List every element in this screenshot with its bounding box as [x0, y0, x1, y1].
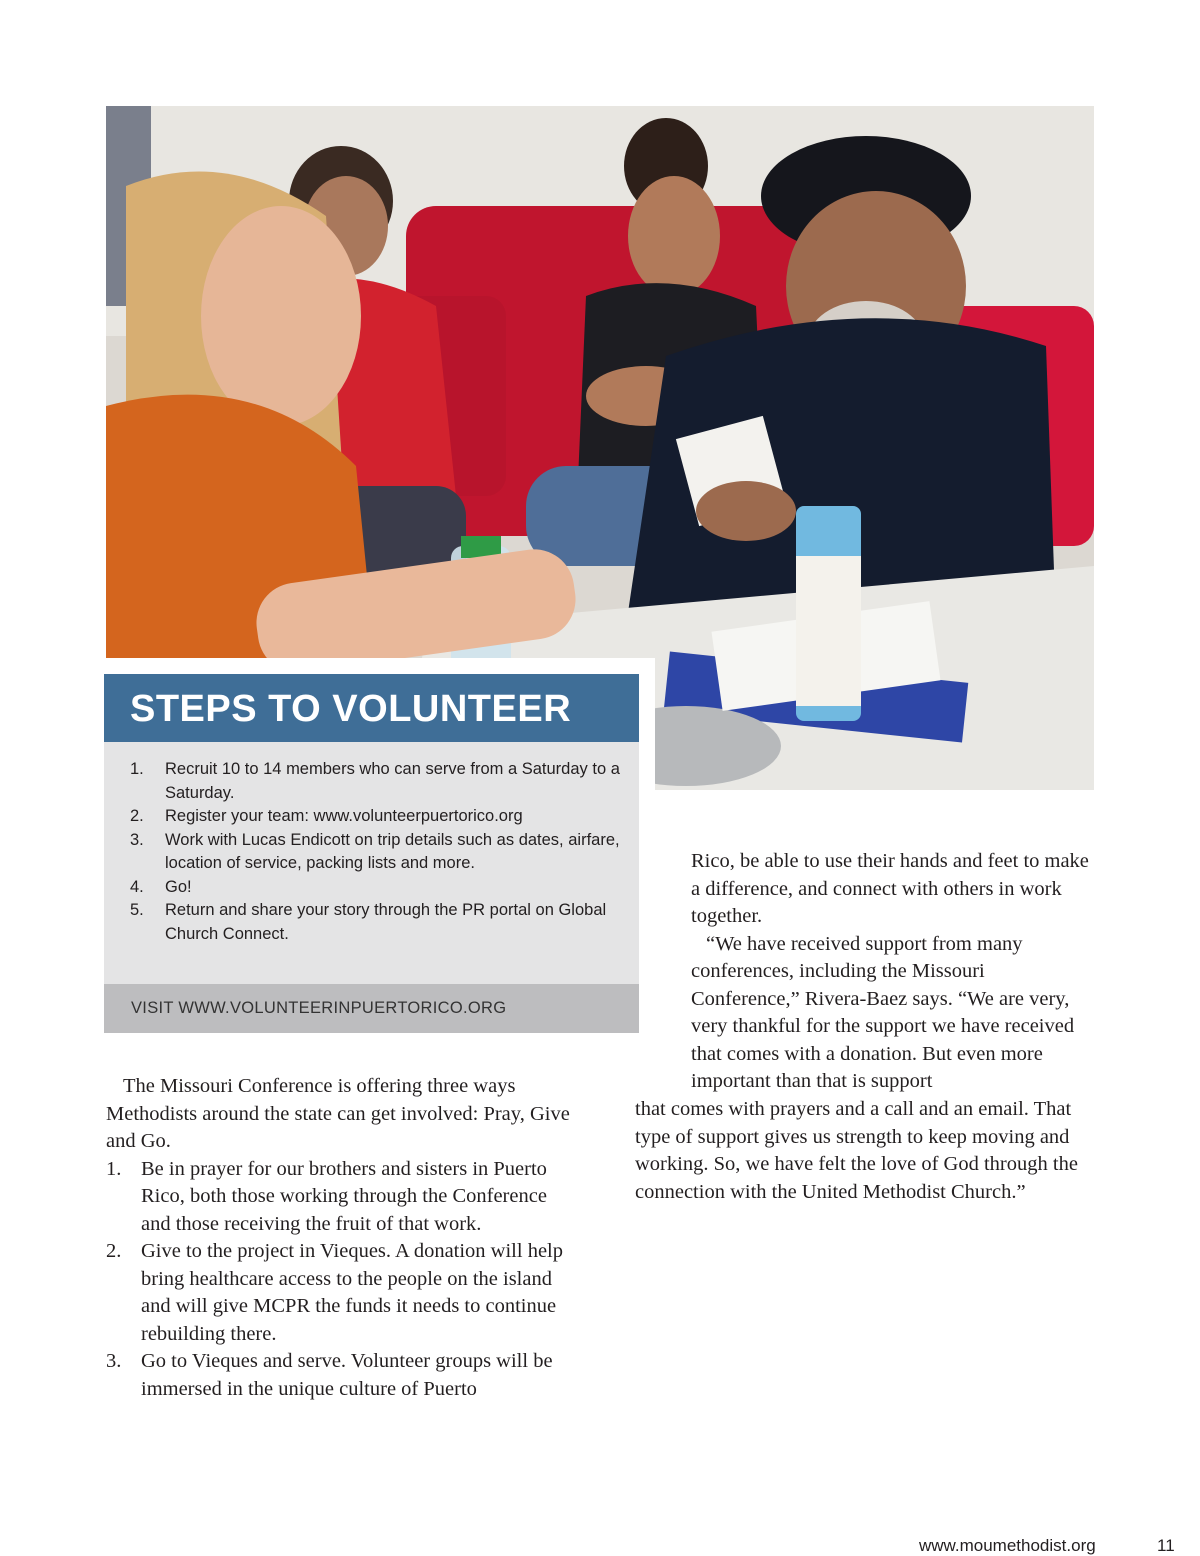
steps-title-bar — [104, 674, 639, 742]
way-number: 1. — [106, 1157, 122, 1180]
step-number: 5. — [130, 901, 144, 919]
way-item — [106, 1348, 576, 1403]
article-quote: “We have received support from many conferences, including the Missouri Conference,” Rivera-Baez says. “We are very, very thankful for the support we have received that comes with a donation. But even more important than that is support — [691, 932, 1075, 1092]
way-number: 2. — [106, 1240, 122, 1262]
step-number: 3. — [130, 830, 144, 849]
ways-list — [106, 1156, 576, 1404]
step-number: 4. — [130, 877, 144, 896]
visit-bar — [104, 984, 639, 1033]
steps-list-panel — [104, 742, 639, 984]
way-text: Be in prayer for our brothers and sisters in Puerto Rico, both those working through the Conference and those receiving the fruit of that work. — [141, 1157, 547, 1235]
steps-title: STEPS TO VOLUNTEER — [130, 688, 572, 730]
step-item — [130, 805, 630, 829]
page-number: 11 — [1157, 1536, 1175, 1555]
footer-url[interactable]: www.moumethodist.org — [919, 1536, 1096, 1555]
article-quote-continued: that comes with prayers and a call and an email. That type of support gives us strength to keep moving and working. So, we have felt the love of God through the connection with the United Methodist Church.” — [635, 1098, 1078, 1203]
article-left-column — [106, 1073, 576, 1403]
article-intro: The Missouri Conference is offering three ways Methodists around the state can get involved: Pray, Give and Go. — [106, 1075, 570, 1152]
step-text: Register your team: www.volunteerpuertorico.org — [165, 807, 523, 825]
step-text: Work with Lucas Endicott on trip details such as dates, airfare, location of service, packing lists and more. — [165, 830, 620, 872]
visit-link[interactable]: VISIT WWW.VOLUNTEERINPUERTORICO.ORG — [131, 999, 507, 1017]
step-text: Return and share your story through the PR portal on Global Church Connect. — [165, 901, 607, 943]
step-number: 2. — [130, 807, 144, 825]
step-item — [130, 829, 630, 876]
article-right-column-top — [691, 848, 1091, 1096]
step-item — [130, 899, 630, 946]
steps-to-volunteer-box — [104, 658, 655, 1034]
step-text: Go! — [165, 877, 192, 896]
step-item — [130, 876, 630, 900]
way-item — [106, 1238, 576, 1348]
step-number: 1. — [130, 760, 144, 778]
way-item — [106, 1156, 576, 1239]
way-text: Give to the project in Vieques. A donation will help bring healthcare access to the people on the island and will give MCPR the funds it needs to continue rebuilding there. — [141, 1240, 563, 1345]
step-item — [130, 758, 630, 805]
step-text: Recruit 10 to 14 members who can serve from a Saturday to a Saturday. — [165, 760, 620, 802]
way-text: Go to Vieques and serve. Volunteer groups will be immersed in the unique culture of Puerto — [141, 1350, 553, 1400]
steps-list — [130, 758, 630, 946]
way-number: 3. — [106, 1350, 122, 1372]
article-right-column-bottom — [635, 1096, 1095, 1206]
article-paragraph: Rico, be able to use their hands and feet to make a difference, and connect with others in work together. — [691, 850, 1089, 927]
